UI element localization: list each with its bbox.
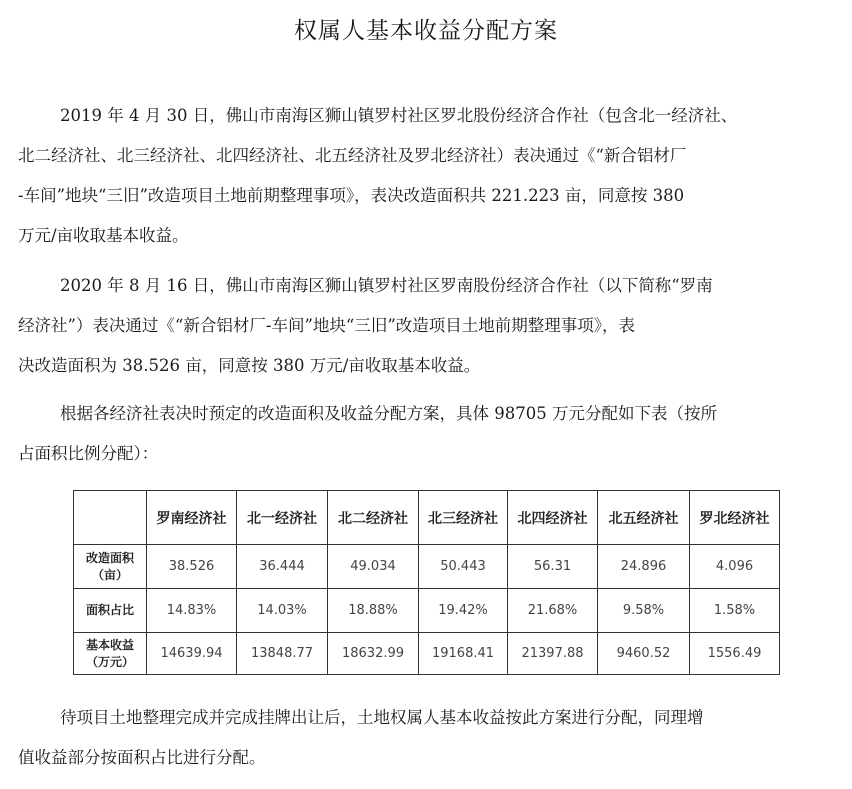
table-corner-cell (74, 491, 147, 545)
table-cell: 21.68% (508, 589, 598, 633)
paragraph-allocation-intro (18, 394, 838, 474)
row-header: 改造面积 （亩） (74, 545, 147, 589)
paragraph-line: 根据各经济社表决时预定的改造面积及收益分配方案，具体 98705 万元分配如下表（按所 (60, 404, 717, 423)
paragraph-distribution-rule (18, 698, 838, 778)
document-title: 权属人基本收益分配方案 (294, 18, 558, 44)
table-cell: 9460.52 (598, 633, 690, 675)
paragraph-line: 值收益部分按面积占比进行分配。 (18, 748, 266, 767)
table-cell: 14.83% (147, 589, 237, 633)
column-header: 北二经济社 (328, 491, 419, 545)
paragraph-2019-resolution (18, 96, 838, 256)
table-row (74, 589, 780, 633)
table-cell: 1.58% (690, 589, 780, 633)
table-cell: 24.896 (598, 545, 690, 589)
paragraph-line: 占面积比例分配）： (18, 444, 159, 463)
table-cell: 4.096 (690, 545, 780, 589)
row-header: 基本收益 （万元） (74, 633, 147, 675)
table-cell: 18632.99 (328, 633, 419, 675)
column-header: 罗南经济社 (147, 491, 237, 545)
table-cell: 19.42% (419, 589, 508, 633)
paragraph-line: -车间”地块“三旧”改造项目土地前期整理事项》，表决改造面积共 221.223 亩，同意按 380 (18, 186, 685, 205)
table-cell: 1556.49 (690, 633, 780, 675)
row-header: 面积占比 (74, 589, 147, 633)
paragraph-line: 2019 年 4 月 30 日，佛山市南海区狮山镇罗村社区罗北股份经济合作社（包含北一经济社、 (60, 106, 738, 125)
paragraph-line: 待项目土地整理完成并完成挂牌出让后，土地权属人基本收益按此方案进行分配，同理增 (60, 708, 704, 727)
column-header: 北五经济社 (598, 491, 690, 545)
table-cell: 21397.88 (508, 633, 598, 675)
paragraph-line: 万元/亩收取基本收益。 (18, 226, 189, 245)
column-header: 北一经济社 (237, 491, 328, 545)
table-cell: 14.03% (237, 589, 328, 633)
table-cell: 18.88% (328, 589, 419, 633)
allocation-table (73, 490, 780, 675)
table-cell: 50.443 (419, 545, 508, 589)
table-row (74, 633, 780, 675)
paragraph-line: 北二经济社、北三经济社、北四经济社、北五经济社及罗北经济社）表决通过《“新合铝材厂 (18, 146, 687, 165)
paragraph-line: 2020 年 8 月 16 日，佛山市南海区狮山镇罗村社区罗南股份经济合作社（以下简称“罗南 (60, 276, 713, 295)
table-cell: 56.31 (508, 545, 598, 589)
table-cell: 49.034 (328, 545, 419, 589)
table-header-row (74, 491, 780, 545)
column-header: 北三经济社 (419, 491, 508, 545)
table-cell: 14639.94 (147, 633, 237, 675)
paragraph-2020-resolution (18, 266, 838, 386)
table-cell: 36.444 (237, 545, 328, 589)
paragraph-line: 决改造面积为 38.526 亩，同意按 380 万元/亩收取基本收益。 (18, 356, 481, 375)
table-cell: 38.526 (147, 545, 237, 589)
column-header: 北四经济社 (508, 491, 598, 545)
paragraph-line: 经济社”）表决通过《“新合铝材厂-车间”地块“三旧”改造项目土地前期整理事项》，表 (18, 316, 636, 335)
table-cell: 19168.41 (419, 633, 508, 675)
table-cell: 13848.77 (237, 633, 328, 675)
table-cell: 9.58% (598, 589, 690, 633)
table-row (74, 545, 780, 589)
column-header: 罗北经济社 (690, 491, 780, 545)
